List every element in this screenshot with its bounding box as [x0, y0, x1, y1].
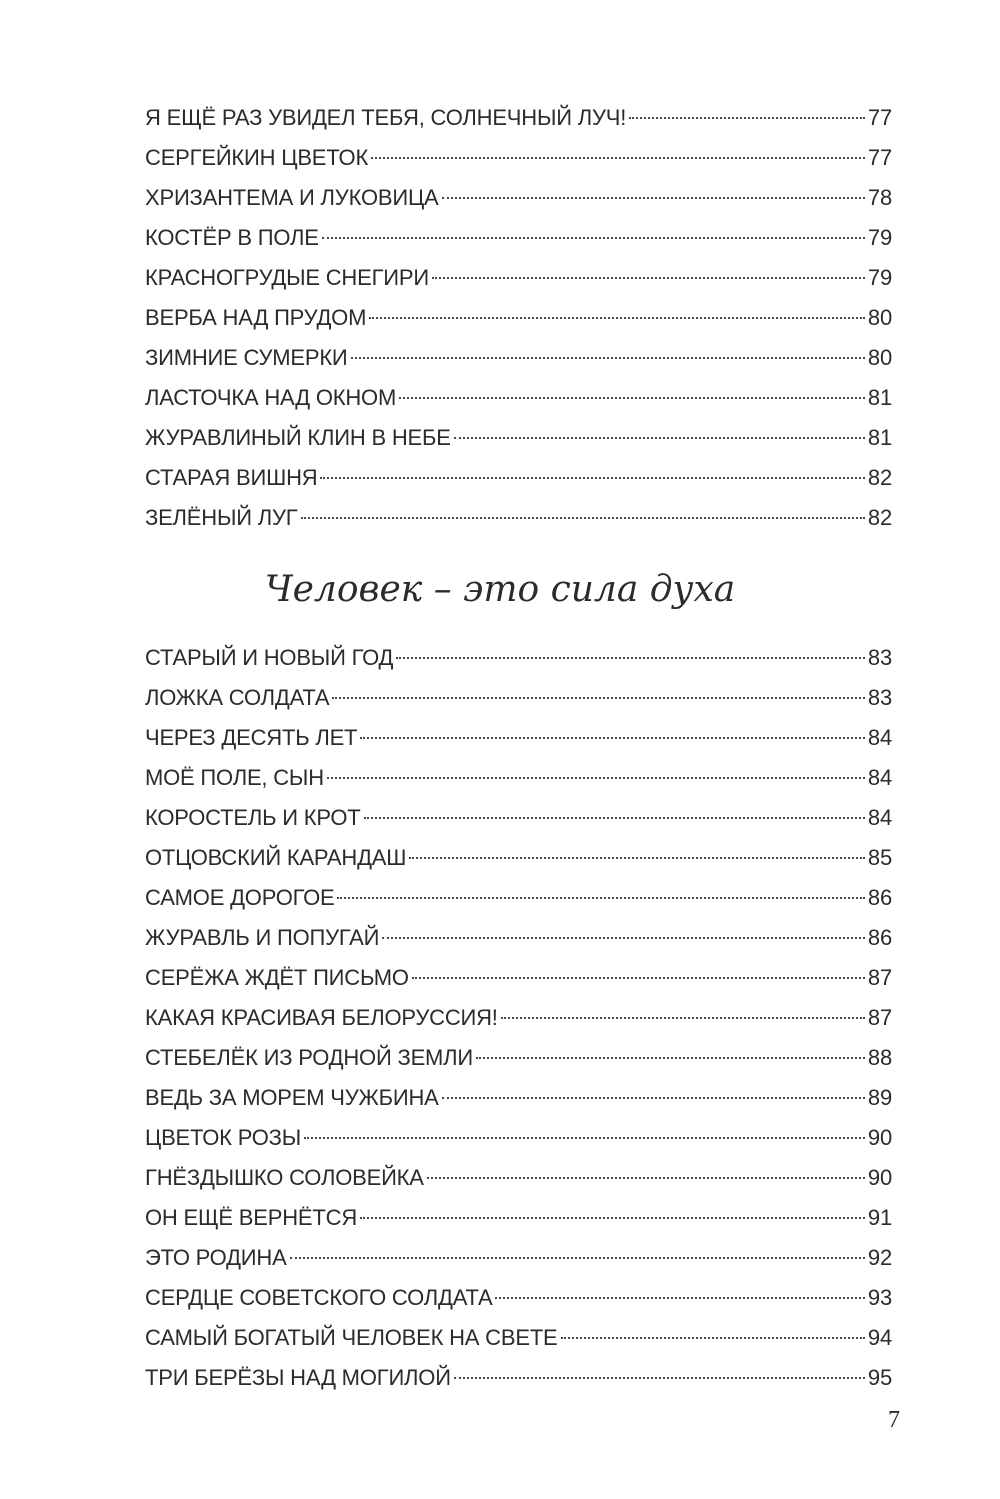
toc-entry-page: 82	[867, 465, 892, 490]
dot-leader	[442, 1097, 865, 1099]
toc-entry-title: ХРИЗАНТЕМА И ЛУКОВИЦА	[145, 185, 439, 210]
dot-leader	[427, 1177, 865, 1179]
toc-entry[interactable]	[145, 998, 892, 1038]
toc-entry-page: 80	[867, 305, 892, 330]
dot-leader	[399, 397, 865, 399]
dot-leader	[501, 1017, 865, 1019]
dot-leader	[382, 937, 865, 939]
toc-entry-title: ЭТО РОДИНА	[145, 1245, 287, 1270]
toc-entry-page: 81	[867, 425, 892, 450]
toc-section-1	[145, 98, 892, 538]
toc-entry-title: ВЕДЬ ЗА МОРЕМ ЧУЖБИНА	[145, 1085, 439, 1110]
toc-entry[interactable]	[145, 458, 892, 498]
dot-leader	[371, 157, 865, 159]
toc-entry-title: ЖУРАВЛИНЫЙ КЛИН В НЕБЕ	[145, 425, 451, 450]
toc-entry-title: ОН ЕЩЁ ВЕРНЁТСЯ	[145, 1205, 358, 1230]
dot-leader	[409, 857, 865, 859]
toc-entry-page: 88	[867, 1045, 892, 1070]
toc-entry-page: 93	[867, 1285, 892, 1310]
toc-entry-page: 83	[867, 685, 892, 710]
toc-entry[interactable]	[145, 258, 892, 298]
toc-entry-page: 79	[867, 225, 892, 250]
toc-entry-title: ТРИ БЕРЁЗЫ НАД МОГИЛОЙ	[145, 1365, 451, 1390]
toc-entry-title: ОТЦОВСКИЙ КАРАНДАШ	[145, 845, 407, 870]
dot-leader	[476, 1057, 865, 1059]
toc-entry-page: 84	[867, 765, 892, 790]
dot-leader	[412, 977, 865, 979]
toc-entry-page: 80	[867, 345, 892, 370]
toc-entry[interactable]	[145, 638, 892, 678]
toc-entry[interactable]	[145, 758, 892, 798]
toc-entry-page: 82	[867, 505, 892, 530]
toc-entry-page: 84	[867, 725, 892, 750]
toc-entry[interactable]	[145, 218, 892, 258]
dot-leader	[432, 277, 865, 279]
dot-leader	[629, 117, 865, 119]
toc-entry-title: КАКАЯ КРАСИВАЯ БЕЛОРУССИЯ!	[145, 1005, 498, 1030]
toc-entry-page: 83	[867, 645, 892, 670]
toc-entry-title: СЕРДЦЕ СОВЕТСКОГО СОЛДАТА	[145, 1285, 493, 1310]
toc-entry-page: 87	[867, 965, 892, 990]
toc-entry[interactable]	[145, 418, 892, 458]
dot-leader	[396, 657, 865, 659]
toc-entry-page: 90	[867, 1125, 892, 1150]
toc-entry-page: 81	[867, 385, 892, 410]
dot-leader	[454, 437, 865, 439]
toc-entry[interactable]	[145, 498, 892, 538]
dot-leader	[320, 477, 864, 479]
toc-entry-title: САМЫЙ БОГАТЫЙ ЧЕЛОВЕК НА СВЕТЕ	[145, 1325, 558, 1350]
toc-entry-title: КОРОСТЕЛЬ И КРОТ	[145, 805, 361, 830]
toc-entry[interactable]	[145, 1278, 892, 1318]
toc-entry-page: 86	[867, 925, 892, 950]
toc-entry-page: 91	[867, 1205, 892, 1230]
toc-entry[interactable]	[145, 918, 892, 958]
dot-leader	[561, 1337, 865, 1339]
toc-entry[interactable]	[145, 1358, 892, 1398]
dot-leader	[364, 817, 865, 819]
dot-leader	[290, 1257, 865, 1259]
toc-entry-title: СЕРЁЖА ЖДЁТ ПИСЬМО	[145, 965, 409, 990]
dot-leader	[360, 1217, 865, 1219]
toc-section-2	[145, 638, 892, 1398]
dot-leader	[337, 897, 864, 899]
toc-entry[interactable]	[145, 298, 892, 338]
dot-leader	[322, 237, 865, 239]
toc-entry-title: Я ЕЩЁ РАЗ УВИДЕЛ ТЕБЯ, СОЛНЕЧНЫЙ ЛУЧ!	[145, 105, 627, 130]
toc-entry-page: 77	[867, 105, 892, 130]
toc-entry-page: 92	[867, 1245, 892, 1270]
page-number: 7	[888, 1407, 900, 1433]
dot-leader	[495, 1297, 864, 1299]
toc-entry-title: ЦВЕТОК РОЗЫ	[145, 1125, 301, 1150]
toc-entry[interactable]	[145, 1198, 892, 1238]
toc-entry-title: ЧЕРЕЗ ДЕСЯТЬ ЛЕТ	[145, 725, 358, 750]
toc-entry-page: 94	[867, 1325, 892, 1350]
toc-entry-page: 89	[867, 1085, 892, 1110]
toc-entry-title: ЛАСТОЧКА НАД ОКНОМ	[145, 385, 397, 410]
toc-entry[interactable]	[145, 1038, 892, 1078]
dot-leader	[442, 197, 865, 199]
toc-entry[interactable]	[145, 718, 892, 758]
toc-entry[interactable]	[145, 1118, 892, 1158]
toc-entry[interactable]	[145, 98, 892, 138]
toc-entry-page: 84	[867, 805, 892, 830]
toc-entry[interactable]	[145, 1318, 892, 1358]
dot-leader	[369, 317, 865, 319]
toc-entry-title: МОЁ ПОЛЕ, СЫН	[145, 765, 324, 790]
toc-entry-title: СТАРЫЙ И НОВЫЙ ГОД	[145, 645, 394, 670]
toc-entry[interactable]	[145, 958, 892, 998]
dot-leader	[301, 517, 865, 519]
toc-entry[interactable]	[145, 138, 892, 178]
toc-entry-page: 86	[867, 885, 892, 910]
toc-entry-page: 79	[867, 265, 892, 290]
toc-entry[interactable]	[145, 1238, 892, 1278]
toc-entry-page: 87	[867, 1005, 892, 1030]
toc-entry-page: 77	[867, 145, 892, 170]
toc-entry[interactable]	[145, 798, 892, 838]
toc-entry-title: КРАСНОГРУДЫЕ СНЕГИРИ	[145, 265, 430, 290]
dot-leader	[304, 1137, 865, 1139]
toc-entry-page: 95	[867, 1365, 892, 1390]
section-heading: Человек – это сила духа	[264, 569, 736, 610]
toc-entry[interactable]	[145, 878, 892, 918]
dot-leader	[360, 737, 865, 739]
toc-entry[interactable]	[145, 838, 892, 878]
toc-entry-title: ВЕРБА НАД ПРУДОМ	[145, 305, 367, 330]
toc-entry-title: СТАРАЯ ВИШНЯ	[145, 465, 318, 490]
toc-entry[interactable]	[145, 678, 892, 718]
dot-leader	[454, 1377, 865, 1379]
toc-entry-title: САМОЕ ДОРОГОЕ	[145, 885, 335, 910]
toc-entry[interactable]	[145, 338, 892, 378]
toc-entry-page: 90	[867, 1165, 892, 1190]
toc-entry[interactable]	[145, 378, 892, 418]
dot-leader	[351, 357, 865, 359]
toc-entry-title: ГНЁЗДЫШКО СОЛОВЕЙКА	[145, 1165, 424, 1190]
toc-entry-title: СЕРГЕЙКИН ЦВЕТОК	[145, 145, 369, 170]
toc-entry[interactable]	[145, 178, 892, 218]
toc-entry[interactable]	[145, 1158, 892, 1198]
toc-entry-title: ЖУРАВЛЬ И ПОПУГАЙ	[145, 925, 380, 950]
toc-entry-title: ЗЕЛЁНЫЙ ЛУГ	[145, 505, 298, 530]
dot-leader	[327, 777, 865, 779]
toc-entry-title: КОСТЁР В ПОЛЕ	[145, 225, 319, 250]
toc-entry-title: ЛОЖКА СОЛДАТА	[145, 685, 330, 710]
toc-entry-title: СТЕБЕЛЁК ИЗ РОДНОЙ ЗЕМЛИ	[145, 1045, 474, 1070]
toc-entry[interactable]	[145, 1078, 892, 1118]
toc-entry-title: ЗИМНИЕ СУМЕРКИ	[145, 345, 348, 370]
toc-entry-page: 78	[867, 185, 892, 210]
toc-entry-page: 85	[867, 845, 892, 870]
dot-leader	[332, 697, 865, 699]
